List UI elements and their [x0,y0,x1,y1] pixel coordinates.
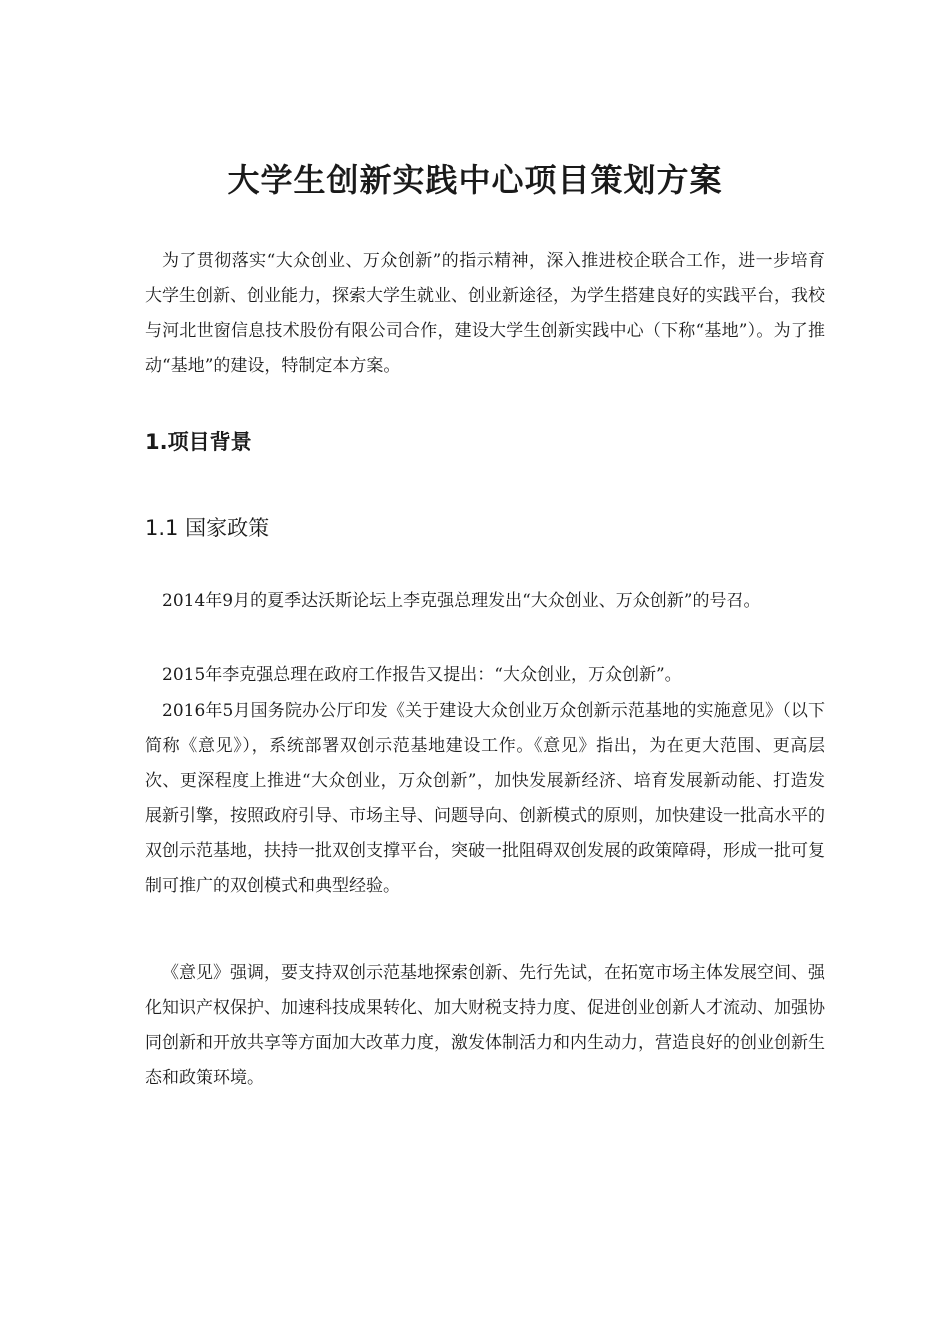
intro-paragraph: 为了贯彻落实“大众创业、万众创新”的指示精神，深入推进校企联合工作，进一步培育大学生创新、创业能力，探索大学生就业、创业新途径，为学生搭建良好的实践平台，我校与河北世窗信息技术股份有限公司合作，建设大学生创新实践中心（下称“基地”）。为了推动“基地”的建设，特制定本方案。 [145,251,825,376]
policy-paragraph-opinion-emphasis: 《意见》强调，要支持双创示范基地探索创新、先行先试，在拓宽市场主体发展空间、强化知识产权保护、加速科技成果转化、加大财税支持力度、促进创业创新人才流动、加强协同创新和开放共享等方面加大改革力度，激发体制活力和内生动力，营造良好的创业创新生态和政策环境。 [145,963,825,1088]
policy-paragraph-2015: 2015年李克强总理在政府工作报告又提出：“大众创业，万众创新”。 [162,665,682,685]
policy-paragraph-2014: 2014年9月的夏季达沃斯论坛上李克强总理发出“大众创业、万众创新”的号召。 [162,591,761,611]
document-title: 大学生创新实践中心项目策划方案 [227,161,723,199]
policy-paragraph-2016: 2016年5月国务院办公厅印发《关于建设大众创业万众创新示范基地的实施意见》（以下简称《意见》），系统部署双创示范基地建设工作。《意见》指出，为在更大范围、更高层次、更深程度上推进“大众创业，万众创新”，加快发展新经济、培育发展新动能、打造发展新引擎，按照政府引导、市场主导、问题导向、创新模式的原则，加快建设一批高水平的双创示范基地，扶持一批双创支撑平台，突破一批阻碍双创发展的政策障碍，形成一批可复制可推广的双创模式和典型经验。 [145,701,825,896]
subsection-heading-national-policy: 1.1 国家政策 [145,516,270,540]
section-heading-background: 1.项目背景 [145,430,252,454]
